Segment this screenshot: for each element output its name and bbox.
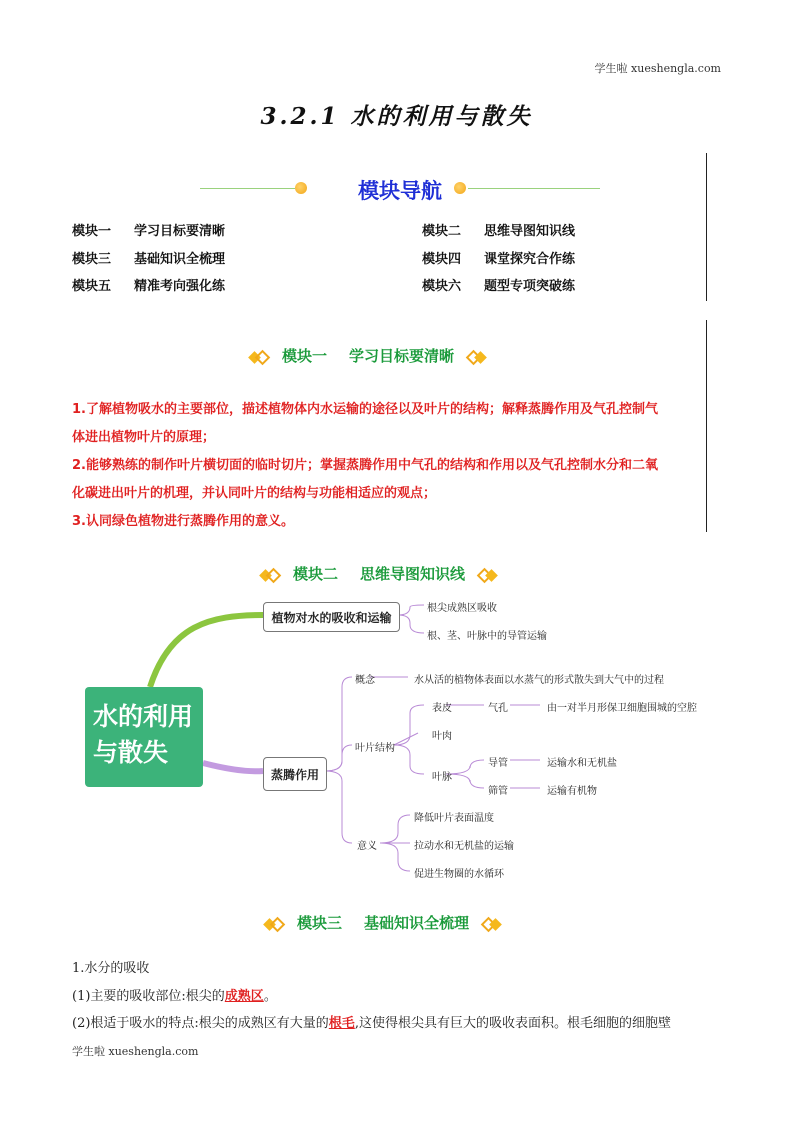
footer-site-label: 学生啦 xueshengla.com [72, 1045, 199, 1058]
body-line [72, 1012, 671, 1031]
node-epidermis: 表皮 [432, 703, 452, 714]
section-header-3 [0, 912, 793, 938]
nav-item-label: 基础知识全梳理 [134, 252, 226, 267]
nav-item-label: 精准考向强化练 [134, 279, 226, 294]
section-id: 模块一 [282, 347, 328, 365]
leaf-text: 促进生物圈的水循环 [414, 869, 504, 880]
section-title: 学习目标要清晰 [349, 347, 455, 365]
nav-item-id: 模块六 [422, 279, 462, 294]
header-site-label: 学生啦 xueshengla.com [594, 62, 721, 75]
node-concept: 概念 [355, 675, 375, 686]
mind-map [80, 585, 720, 885]
node-vein: 叶脉 [432, 772, 452, 783]
banner-line-right [468, 188, 600, 189]
nav-item-id: 模块三 [72, 252, 112, 267]
leaf-text: 由一对半月形保卫细胞围城的空腔 [547, 703, 697, 714]
text-run: 。 [263, 989, 277, 1004]
node-meaning: 意义 [357, 841, 377, 852]
nav-item-label: 课堂探究合作练 [484, 252, 576, 267]
leaf-text: 水从活的植物体表面以水蒸气的形式散失到大气中的过程 [414, 675, 664, 686]
nav-item-label: 思维导图知识线 [484, 224, 576, 239]
node-vessel: 导管 [488, 758, 508, 769]
branch-absorption: 植物对水的吸收和运输 [263, 602, 400, 632]
banner-dot-right [454, 182, 466, 194]
margin-rule [706, 153, 707, 301]
nav-item-id: 模块二 [422, 224, 462, 239]
nav-item[interactable] [72, 248, 225, 268]
nav-item-id: 模块一 [72, 224, 112, 239]
text-run: (1)主要的吸收部位:根尖的 [72, 989, 225, 1004]
highlight-term: 成熟区 [224, 989, 264, 1004]
leaf-text: 根、茎、叶脉中的导管运输 [427, 631, 547, 642]
section-title: 思维导图知识线 [360, 565, 466, 583]
text-run: ,这使得根尖具有巨大的吸收表面积。根毛细胞的细胞壁 [354, 1016, 671, 1031]
section-id: 模块二 [293, 565, 339, 583]
objective-line: 化碳进出叶片的机理，并认同叶片的结构与功能相适应的观点； [72, 486, 437, 501]
nav-banner [200, 172, 600, 206]
objective-line: 3.认同绿色植物进行蒸腾作用的意义。 [72, 514, 294, 529]
learning-objectives [72, 396, 722, 536]
diamond-icon [263, 917, 285, 931]
diamond-icon [248, 350, 270, 364]
nav-item[interactable] [422, 248, 575, 268]
diamond-icon [481, 917, 503, 931]
objective-line: 2.能够熟练的制作叶片横切面的临时切片；掌握蒸腾作用中气孔的结构和作用以及气孔控制水分和二氧 [72, 458, 658, 473]
diamond-icon [259, 568, 281, 582]
diamond-icon [477, 568, 499, 582]
nav-item[interactable] [72, 275, 225, 295]
objective-line: 1.了解植物吸水的主要部位，描述植物体内水运输的途径以及叶片的结构；解释蒸腾作用及气孔控制气 [72, 402, 658, 417]
nav-item[interactable] [72, 220, 225, 240]
nav-title: 模块导航 [358, 179, 442, 203]
diamond-icon [466, 350, 488, 364]
text-run: (2)根适于吸水的特点:根尖的成熟区有大量的 [72, 1016, 329, 1031]
nav-item[interactable] [422, 220, 575, 240]
nav-item-label: 题型专项突破练 [484, 279, 576, 294]
section-id: 模块三 [297, 914, 343, 932]
nav-item-label: 学习目标要清晰 [134, 224, 226, 239]
mind-map-root: 水的利用与散失 [85, 687, 203, 787]
leaf-text: 拉动水和无机盐的运输 [414, 841, 514, 852]
section-header-1 [0, 345, 793, 371]
highlight-term: 根毛 [328, 1016, 355, 1031]
objective-line: 体进出植物叶片的原理； [72, 430, 216, 445]
nav-item[interactable] [422, 275, 575, 295]
nav-item-id: 模块五 [72, 279, 112, 294]
document-title: 3.2.1 水的利用与散失 [260, 103, 533, 130]
leaf-text: 运输有机物 [547, 786, 597, 797]
branch-transpiration: 蒸腾作用 [263, 757, 327, 791]
body-line [72, 985, 277, 1004]
nav-item-id: 模块四 [422, 252, 462, 267]
body-line: 1.水分的吸收 [72, 961, 150, 976]
leaf-text: 降低叶片表面温度 [414, 813, 494, 824]
leaf-text: 根尖成熟区吸收 [427, 603, 497, 614]
section-title: 基础知识全梳理 [364, 914, 470, 932]
node-mesophyll: 叶肉 [432, 731, 452, 742]
leaf-text: 运输水和无机盐 [547, 758, 617, 769]
node-stoma: 气孔 [488, 703, 508, 714]
node-leaf-structure: 叶片结构 [355, 743, 395, 754]
node-sieve-tube: 筛管 [488, 786, 508, 797]
